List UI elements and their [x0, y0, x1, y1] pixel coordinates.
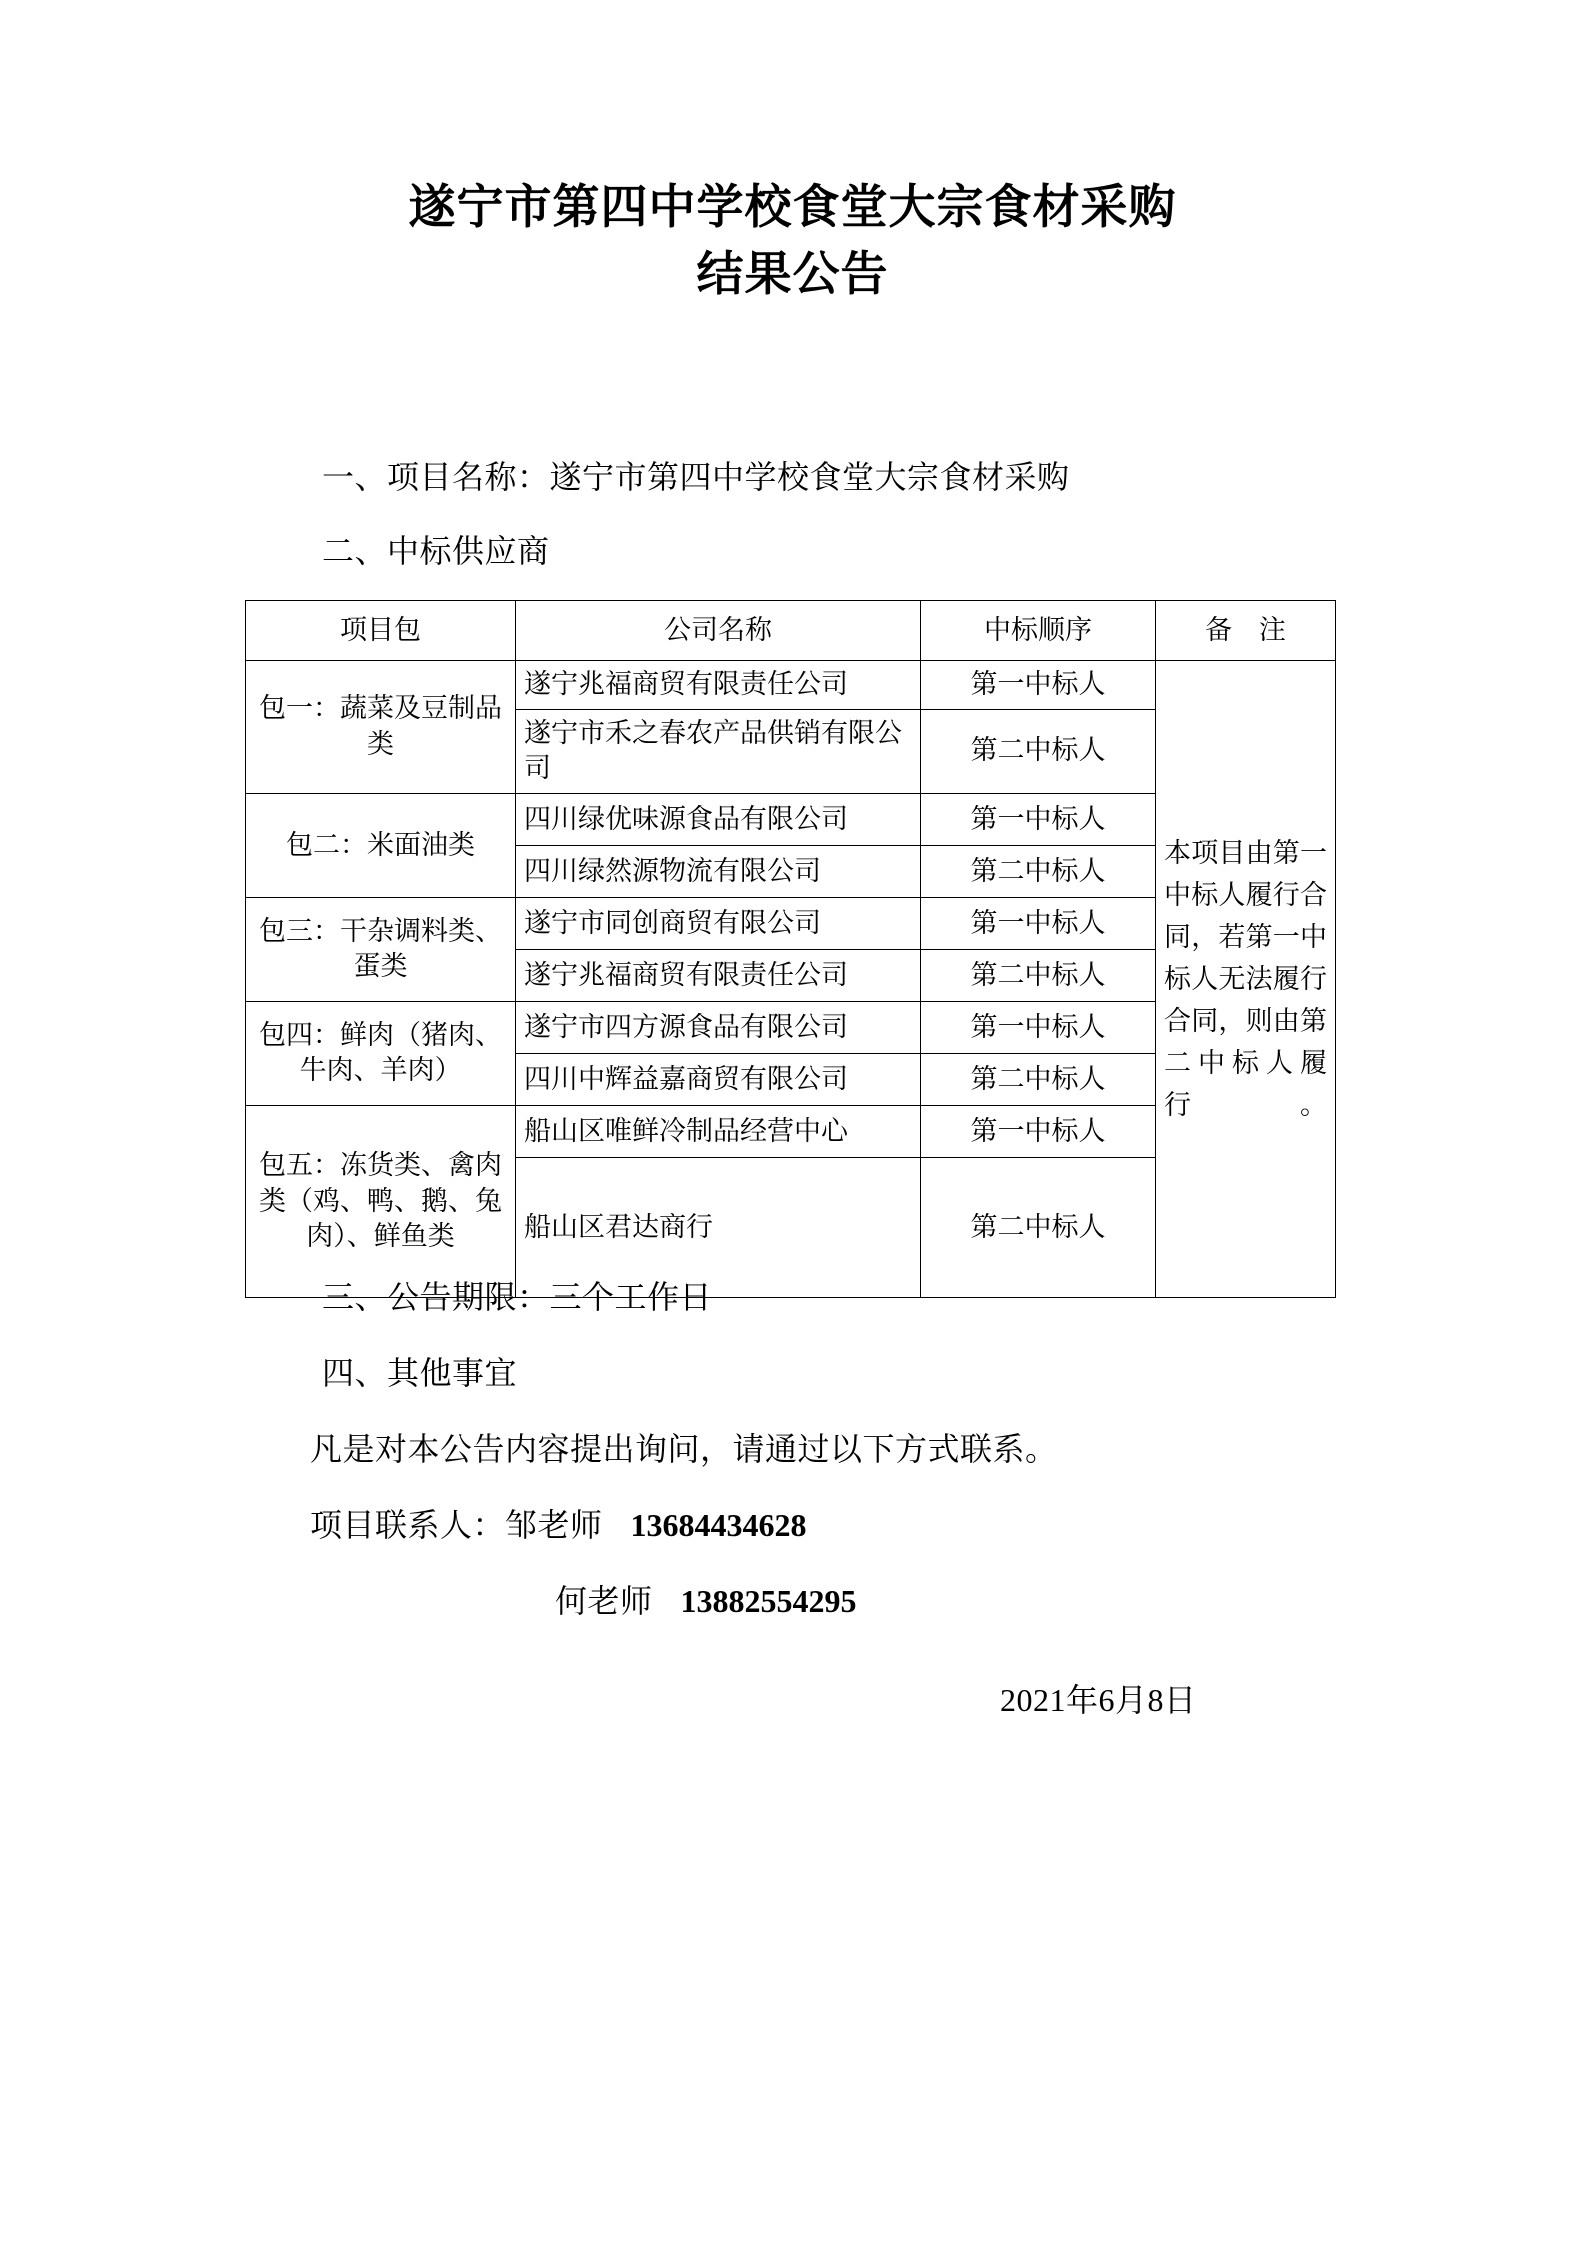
page-title: [245, 175, 1340, 308]
date-day-unit: 日: [1164, 1682, 1197, 1718]
cell-package-1: 包一：蔬菜及豆制品类: [246, 661, 516, 794]
cell-company-5-2: 船山区君达商行: [516, 1157, 921, 1297]
table-body: [246, 661, 1336, 1298]
cell-order-4-2: 第二中标人: [921, 1053, 1156, 1105]
contact-notice: 凡是对本公告内容提出询问，请通过以下方式联系。: [310, 1431, 1058, 1467]
page-title-line-2: 结果公告: [696, 248, 889, 301]
cell-order-1-1: 第一中标人: [921, 661, 1156, 710]
section-winning-suppliers: 二、中标供应商: [322, 533, 550, 569]
cell-order-3-2: 第二中标人: [921, 949, 1156, 1001]
date-month: 6: [1098, 1682, 1116, 1718]
table-header-order: 中标顺序: [921, 601, 1156, 661]
table-header-package: 项目包: [246, 601, 516, 661]
cell-package-4: 包四：鲜肉（猪肉、牛肉、羊肉）: [246, 1001, 516, 1105]
cell-company-3-1: 遂宁市同创商贸有限公司: [516, 897, 921, 949]
cell-order-1-2: 第二中标人: [921, 709, 1156, 793]
winning-suppliers-table: [245, 600, 1336, 1298]
section-project-name: 一、项目名称：遂宁市第四中学校食堂大宗食材采购: [322, 459, 1070, 495]
contact-2-name: 何老师: [555, 1583, 653, 1619]
table-header: [246, 601, 1336, 661]
page-title-line-1: 遂宁市第四中学校食堂大宗食材采购: [408, 182, 1177, 234]
cell-order-4-1: 第一中标人: [921, 1001, 1156, 1053]
cell-package-2: 包二：米面油类: [246, 793, 516, 897]
contact-line-1: [310, 1500, 807, 1551]
section-other-matters: 四、其他事宜: [322, 1355, 518, 1391]
cell-order-5-1: 第一中标人: [921, 1105, 1156, 1157]
cell-package-3: 包三：干杂调料类、蛋类: [246, 897, 516, 1001]
contact-line-2: [555, 1576, 857, 1627]
contact-1-phone: 13684434628: [630, 1507, 807, 1543]
date-year-unit: 年: [1066, 1682, 1099, 1718]
section-announcement-period: 三、公告期限：三个工作日: [322, 1279, 713, 1315]
cell-order-5-2: 第二中标人: [921, 1157, 1156, 1297]
document-date: [1000, 1675, 1197, 1726]
cell-company-1-1: 遂宁兆福商贸有限责任公司: [516, 661, 921, 710]
cell-order-2-1: 第一中标人: [921, 793, 1156, 845]
cell-company-4-1: 遂宁市四方源食品有限公司: [516, 1001, 921, 1053]
cell-order-3-1: 第一中标人: [921, 897, 1156, 949]
cell-company-2-1: 四川绿优味源食品有限公司: [516, 793, 921, 845]
cell-company-5-1: 船山区唯鲜冷制品经营中心: [516, 1105, 921, 1157]
table-header-remark: 备 注: [1156, 601, 1336, 661]
cell-remark: 本项目由第一中标人履行合同，若第一中标人无法履行合同，则由第二中标人履行。: [1156, 661, 1336, 1298]
cell-order-2-2: 第二中标人: [921, 845, 1156, 897]
cell-company-1-2: 遂宁市禾之春农产品供销有限公司: [516, 709, 921, 793]
date-month-unit: 月: [1115, 1682, 1148, 1718]
date-day: 8: [1147, 1682, 1165, 1718]
cell-company-2-2: 四川绿然源物流有限公司: [516, 845, 921, 897]
table-row: [246, 661, 1336, 710]
contact-1-name: 邹老师: [505, 1507, 603, 1543]
contact-label: 项目联系人：: [310, 1507, 506, 1543]
cell-company-4-2: 四川中辉益嘉商贸有限公司: [516, 1053, 921, 1105]
cell-package-5: 包五：冻货类、禽肉类（鸡、鸭、鹅、兔肉）、鲜鱼类: [246, 1105, 516, 1297]
contact-2-phone: 13882554295: [680, 1583, 857, 1619]
cell-company-3-2: 遂宁兆福商贸有限责任公司: [516, 949, 921, 1001]
table-header-row: [246, 601, 1336, 661]
date-year: 2021: [1000, 1682, 1066, 1718]
table-header-company: 公司名称: [516, 601, 921, 661]
